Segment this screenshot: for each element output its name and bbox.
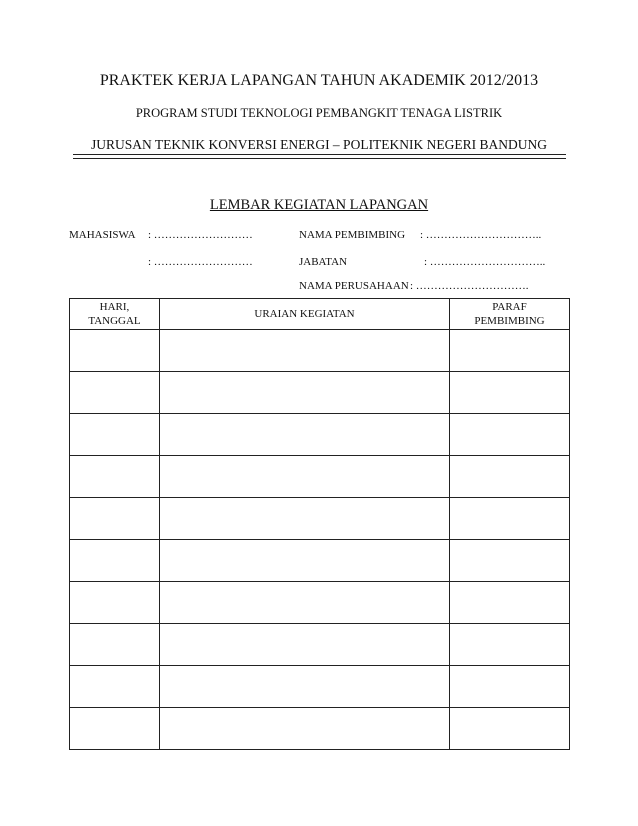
- jabatan-label: JABATAN: [299, 256, 348, 268]
- jabatan-field[interactable]: : …………………………..: [424, 256, 546, 268]
- activity-log-table: [69, 298, 570, 750]
- perusahaan-label: NAMA PERUSAHAAN: [299, 280, 409, 292]
- signature-cell[interactable]: [450, 456, 570, 498]
- table-row: [70, 582, 570, 624]
- mahasiswa-field-1[interactable]: : ………………………: [148, 229, 253, 241]
- document-title: PRAKTEK KERJA LAPANGAN TAHUN AKADEMIK 2012/2013: [99, 72, 539, 89]
- description-cell[interactable]: [160, 582, 450, 624]
- date-cell[interactable]: [70, 666, 160, 708]
- table-row: [70, 498, 570, 540]
- table-row: [70, 708, 570, 750]
- signature-cell[interactable]: [450, 372, 570, 414]
- signature-cell[interactable]: [450, 498, 570, 540]
- table-row: [70, 372, 570, 414]
- date-cell[interactable]: [70, 582, 160, 624]
- header-divider-top: [73, 154, 566, 155]
- header-divider-bottom: [73, 158, 566, 159]
- date-cell[interactable]: [70, 624, 160, 666]
- description-cell[interactable]: [160, 498, 450, 540]
- pembimbing-field[interactable]: : …………………………..: [420, 229, 542, 241]
- date-cell[interactable]: [70, 456, 160, 498]
- date-cell[interactable]: [70, 372, 160, 414]
- program-name: PROGRAM STUDI TEKNOLOGI PEMBANGKIT TENAGA LISTRIK: [135, 106, 503, 120]
- description-cell[interactable]: [160, 624, 450, 666]
- date-cell[interactable]: [70, 330, 160, 372]
- table-row: [70, 414, 570, 456]
- date-cell[interactable]: [70, 708, 160, 750]
- signature-cell[interactable]: [450, 540, 570, 582]
- table-row: [70, 624, 570, 666]
- column-header-description: URAIAN KEGIATAN: [160, 299, 450, 330]
- signature-cell[interactable]: [450, 624, 570, 666]
- date-cell[interactable]: [70, 414, 160, 456]
- table-row: [70, 540, 570, 582]
- signature-cell[interactable]: [450, 330, 570, 372]
- date-cell[interactable]: [70, 540, 160, 582]
- description-cell[interactable]: [160, 708, 450, 750]
- description-cell[interactable]: [160, 666, 450, 708]
- mahasiswa-label: MAHASISWA: [69, 229, 136, 241]
- date-cell[interactable]: [70, 498, 160, 540]
- signature-cell[interactable]: [450, 666, 570, 708]
- table-row: [70, 666, 570, 708]
- form-title: LEMBAR KEGIATAN LAPANGAN: [209, 197, 429, 213]
- table-row: [70, 330, 570, 372]
- column-header-signature: PARAF PEMBIMBING: [450, 299, 570, 330]
- department-name: JURUSAN TEKNIK KONVERSI ENERGI – POLITEKNIK NEGERI BANDUNG: [90, 137, 548, 152]
- perusahaan-field[interactable]: : ………………………….: [410, 280, 529, 292]
- description-cell[interactable]: [160, 414, 450, 456]
- description-cell[interactable]: [160, 456, 450, 498]
- description-cell[interactable]: [160, 330, 450, 372]
- signature-cell[interactable]: [450, 414, 570, 456]
- description-cell[interactable]: [160, 372, 450, 414]
- mahasiswa-field-2[interactable]: : ………………………: [148, 256, 253, 268]
- signature-cell[interactable]: [450, 708, 570, 750]
- description-cell[interactable]: [160, 540, 450, 582]
- signature-cell[interactable]: [450, 582, 570, 624]
- table-row: [70, 456, 570, 498]
- pembimbing-label: NAMA PEMBIMBING: [299, 229, 406, 241]
- table-header-row: [70, 299, 570, 330]
- column-header-date: HARI, TANGGAL: [70, 299, 160, 330]
